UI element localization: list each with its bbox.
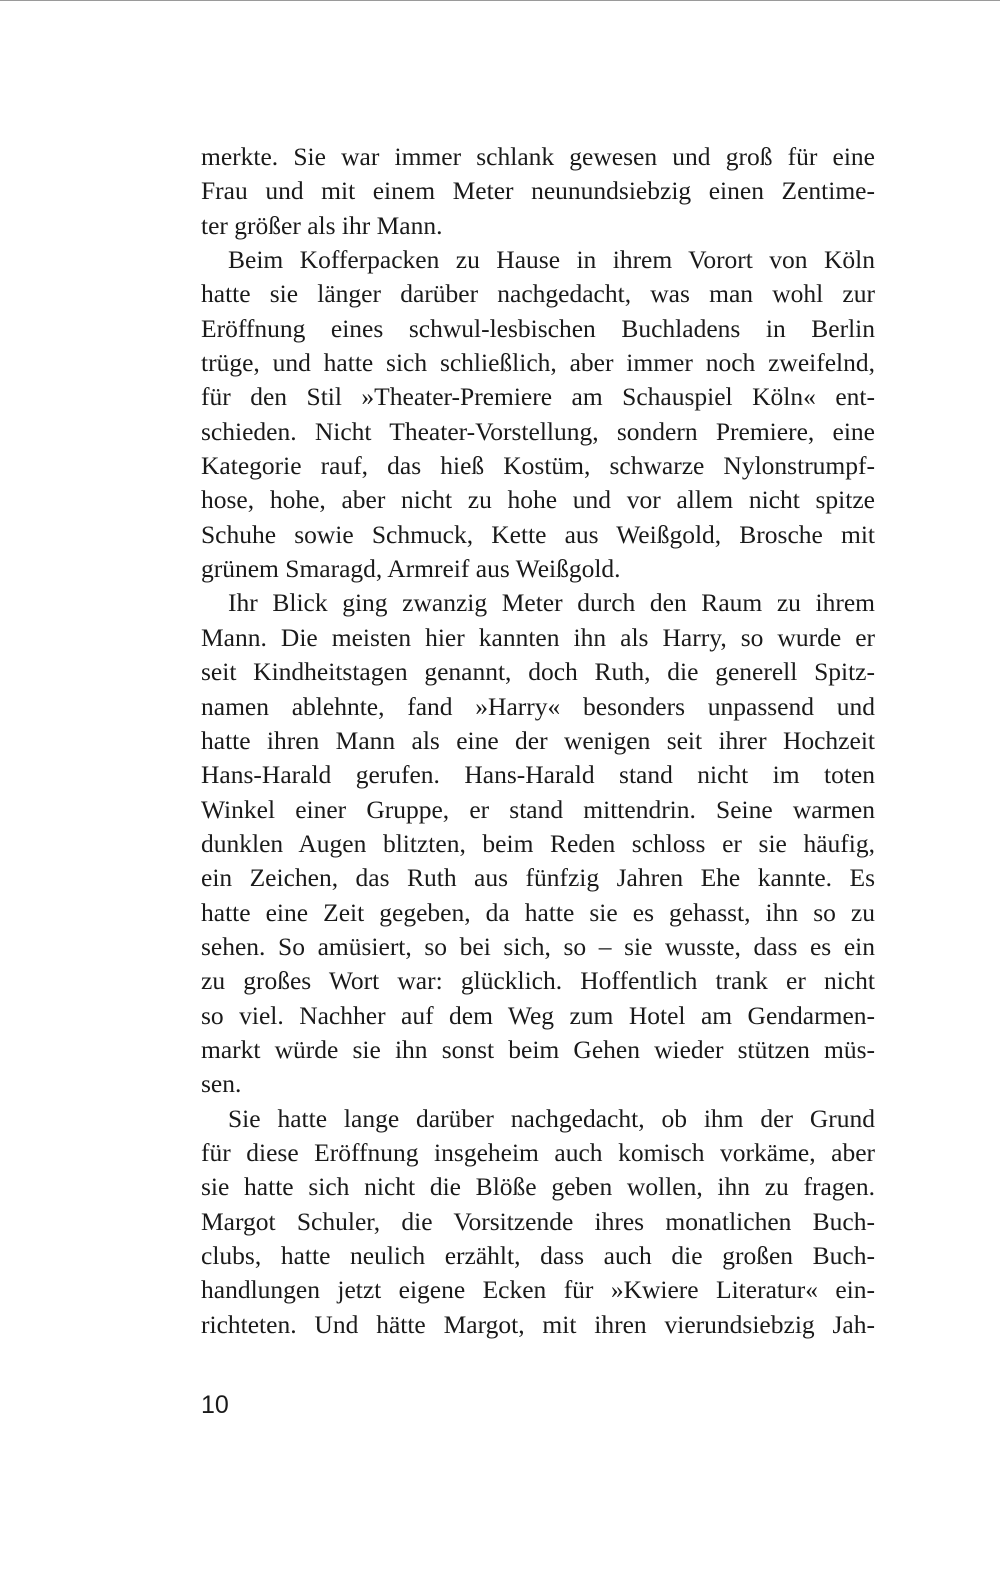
text-line: Schuhe sowie Schmuck, Kette aus Weißgold, Brosche mit xyxy=(201,519,875,549)
book-text xyxy=(201,140,875,1342)
text-line: sie hatte sich nicht die Blöße geben wollen, ihn zu fragen. xyxy=(201,1172,875,1202)
text-line: Frau und mit einem Meter neunundsiebzig einen Zentime- xyxy=(201,176,875,206)
text-line: Kategorie rauf, das hieß Kostüm, schwarze Nylonstrumpf- xyxy=(201,451,875,481)
text-line: Ihr Blick ging zwanzig Meter durch den Raum zu ihrem xyxy=(228,588,875,618)
text-line: hose, hohe, aber nicht zu hohe und vor allem nicht spitze xyxy=(201,485,875,515)
text-line: hatte sie länger darüber nachgedacht, was man wohl zur xyxy=(201,279,875,309)
top-rule xyxy=(0,0,1000,1)
text-line: Mann. Die meisten hier kannten ihn als Harry, so wurde er xyxy=(201,622,875,652)
text-line: für den Stil »Theater-Premiere am Schauspiel Köln« ent- xyxy=(201,382,875,412)
paragraph xyxy=(201,243,875,586)
text-line: grünem Smaragd, Armreif aus Weißgold. xyxy=(201,554,621,584)
text-line: Margot Schuler, die Vorsitzende ihres monatlichen Buch- xyxy=(201,1206,875,1236)
paragraph xyxy=(201,586,875,1101)
text-line: seit Kindheitstagen genannt, doch Ruth, die generell Spitz- xyxy=(201,657,875,687)
text-line: ter größer als ihr Mann. xyxy=(201,210,443,240)
text-line: ein Zeichen, das Ruth aus fünfzig Jahren Ehe kannte. Es xyxy=(201,863,875,893)
paragraph xyxy=(201,140,875,243)
text-line: für diese Eröffnung insgeheim auch komisch vorkäme, aber xyxy=(201,1137,875,1167)
text-line: dunklen Augen blitzten, beim Reden schloss er sie häufig, xyxy=(201,828,875,858)
text-line: namen ablehnte, fand »Harry« besonders unpassend und xyxy=(201,691,875,721)
text-line: handlungen jetzt eigene Ecken für »Kwiere Literatur« ein- xyxy=(201,1275,875,1305)
text-line: trüge, und hatte sich schließlich, aber immer noch zweifelnd, xyxy=(201,348,875,378)
text-line: Beim Kofferpacken zu Hause in ihrem Vorort von Köln xyxy=(228,245,875,275)
text-line: clubs, hatte neulich erzählt, dass auch die großen Buch- xyxy=(201,1241,875,1270)
text-line: sehen. So amüsiert, so bei sich, so – sie wusste, dass es ein xyxy=(201,931,875,961)
text-line: Winkel einer Gruppe, er stand mittendrin. Seine warmen xyxy=(201,794,875,824)
text-line: so viel. Nachher auf dem Weg zum Hotel am Gendarmen- xyxy=(201,1000,875,1030)
text-line: hatte eine Zeit gegeben, da hatte sie es gehasst, ihn so zu xyxy=(201,897,875,927)
text-line: Sie hatte lange darüber nachgedacht, ob ihm der Grund xyxy=(228,1103,875,1133)
text-line: zu großes Wort war: glücklich. Hoffentlich trank er nicht xyxy=(201,966,875,996)
text-line: markt würde sie ihn sonst beim Gehen wieder stützen müs- xyxy=(201,1034,875,1064)
text-line: Hans-Harald gerufen. Hans-Harald stand nicht im toten xyxy=(201,760,875,790)
text-line: Eröffnung eines schwul-lesbischen Buchladens in Berlin xyxy=(201,313,875,343)
text-line: merkte. Sie war immer schlank gewesen und groß für eine xyxy=(201,142,875,171)
page-number: 10 xyxy=(201,1391,229,1419)
text-line: schieden. Nicht Theater-Vorstellung, sondern Premiere, eine xyxy=(201,416,875,446)
text-line: richteten. Und hätte Margot, mit ihren vierundsiebzig Jah- xyxy=(201,1309,875,1339)
text-line: hatte ihren Mann als eine der wenigen seit ihrer Hochzeit xyxy=(201,725,875,755)
text-line: sen. xyxy=(201,1069,242,1099)
paragraph xyxy=(201,1102,875,1342)
